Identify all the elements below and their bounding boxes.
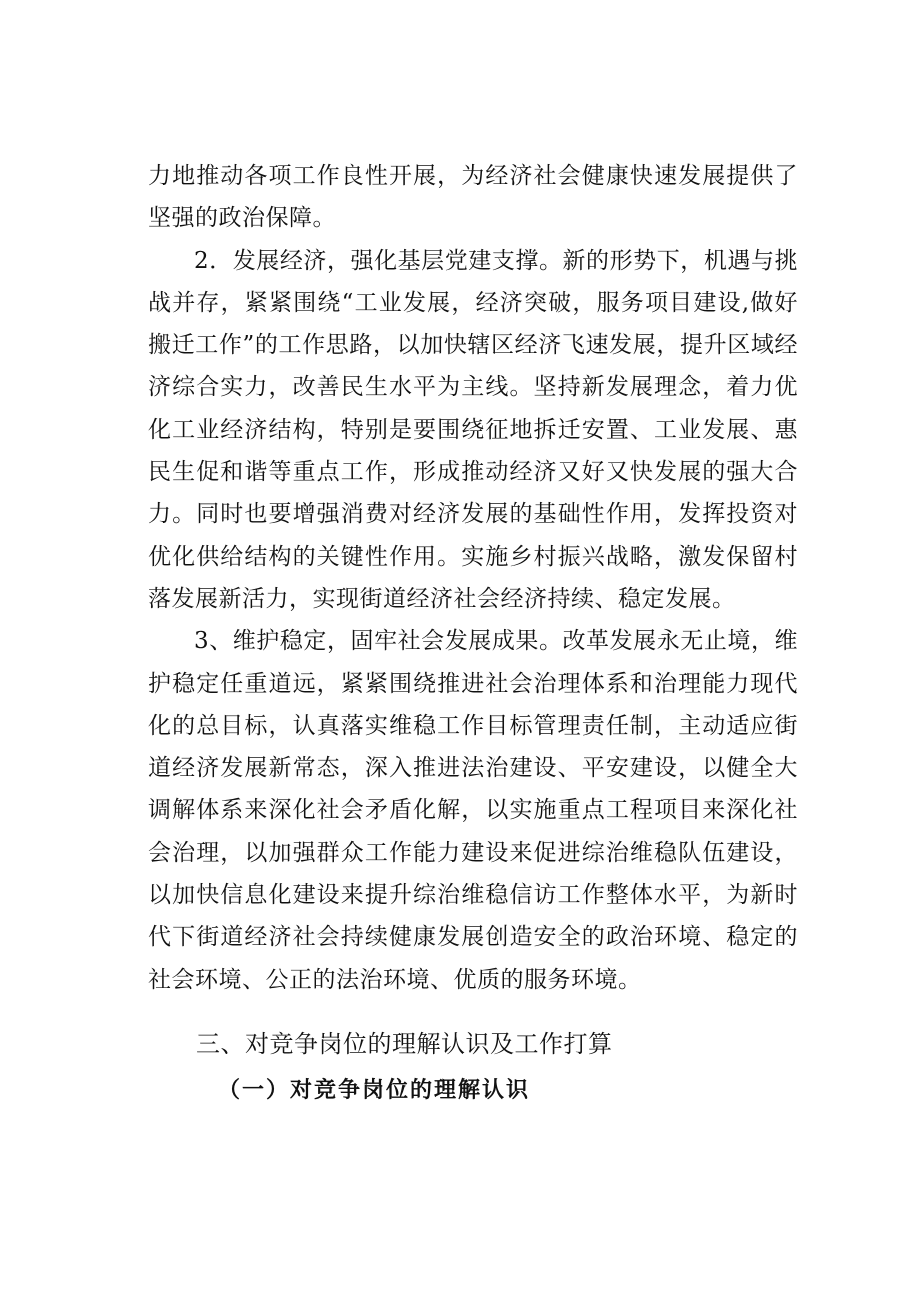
subsection-heading: （一）对竞争岗位的理解认识 [218,1077,531,1103]
section-heading: 三、对竞争岗位的理解认识及工作打算 [196,1030,613,1058]
paragraph-maintain-stability: 3、维护稳定，固牢社会发展成果。改革发展永无止境，维护稳定任重道远，紧紧围绕推进社会治理体系和治理能力现代化的总目标，认真落实维稳工作目标管理责任制，主动适应街道经济发展新常态，深入推进法治建设、平安建设，以健全大调解体系来深化社会矛盾化解，以实施重点工程项目来深化社会治理，以加强群众工作能力建设来促进综治维稳队伍建设，以加快信息化建设来提升综治维稳信访工作整体水平，为新时代下街道经济社会持续健康发展创造安全的政治环境、稳定的社会环境、公正的法治环境、优质的服务环境。 [148,628,798,993]
paragraph-develop-economy: 2．发展经济，强化基层党建支撑。新的形势下，机遇与挑战并存，紧紧围绕“工业发展，经济突破，服务项目建设,做好搬迁工作”的工作思路，以加快辖区经济飞速发展，提升区域经济综合实力，改善民生水平为主线。坚持新发展理念，着力优化工业经济结构，特别是要围绕征地拆迁安置、工业发展、惠民生促和谐等重点工作，形成推动经济又好又快发展的强大合力。同时也要增强消费对经济发展的基础性作用，发挥投资对优化供给结构的关键性作用。实施乡村振兴战略，激发保留村落发展新活力，实现街道经济社会经济持续、稳定发展。 [148,247,798,612]
body-text [148,155,798,1001]
paragraph-continuation: 力地推动各项工作良性开展，为经济社会健康快速发展提供了坚强的政治保障。 [148,163,798,232]
